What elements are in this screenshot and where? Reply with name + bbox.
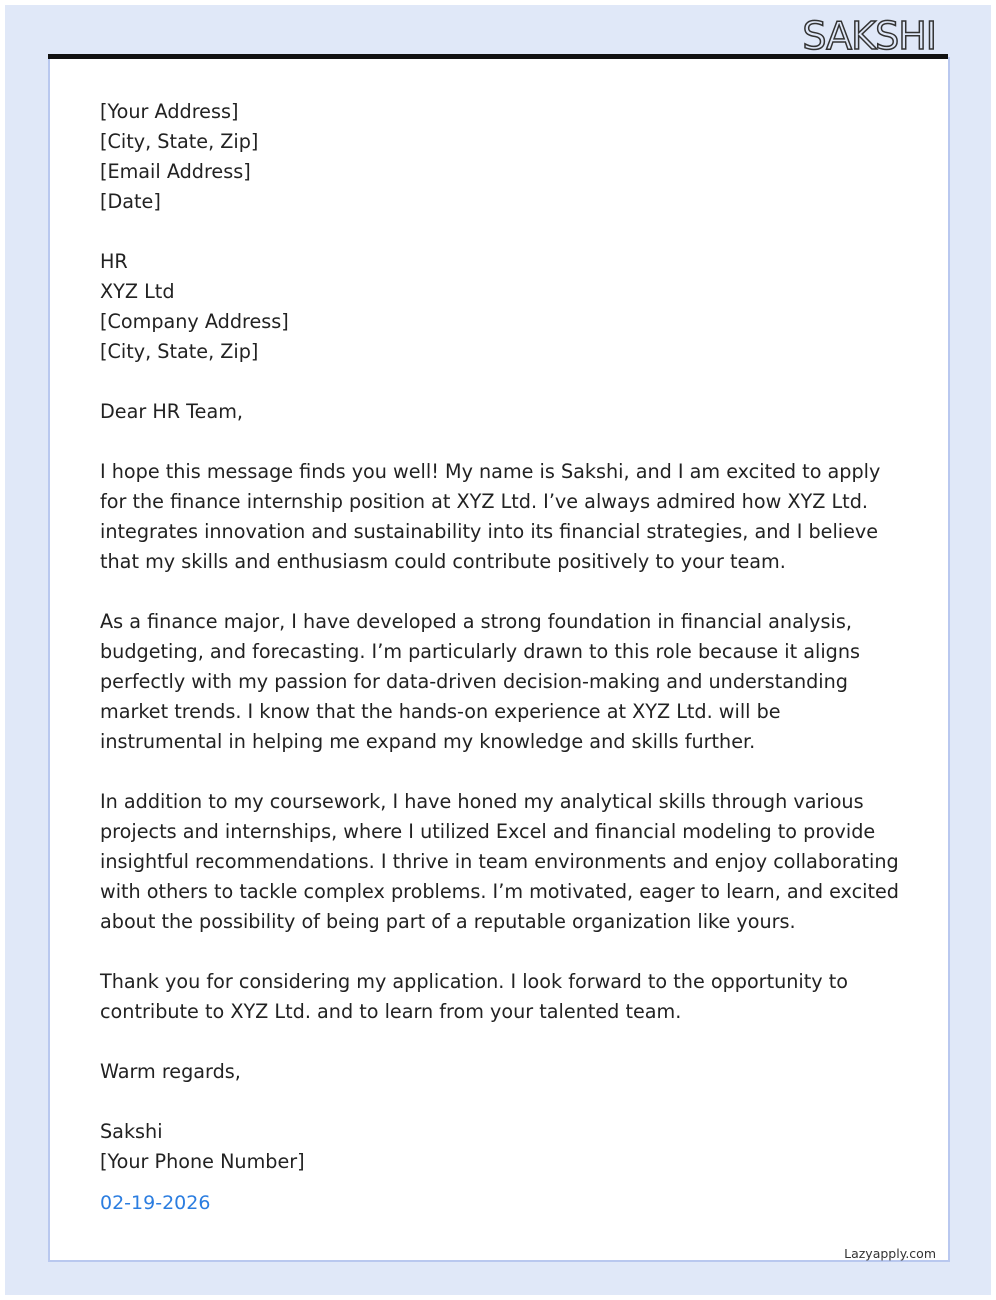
body-paragraph-1: I hope this message finds you well! My name is Sakshi, and I am excited to apply for the finance internship position at XYZ Ltd. I’ve always admired how XYZ Ltd. integrates innovation and sustainability into its financial strategies, and I believe that my skills and enthusiasm could contribute positively to your team. [100, 460, 881, 573]
sender-block [100, 97, 900, 217]
sender-email: [Email Address] [100, 160, 251, 183]
footer-site: Lazyapply.com [844, 1246, 936, 1261]
recipient-block [100, 247, 900, 367]
letter-body [100, 97, 900, 1207]
recipient-name: HR [100, 250, 128, 273]
salutation: Dear HR Team, [100, 400, 243, 423]
date-stamp: 02-19-2026 [100, 1192, 211, 1214]
closing: Warm regards, [100, 1060, 241, 1083]
body-paragraph-4: Thank you for considering my application. I look forward to the opportunity to contribute to XYZ Ltd. and to learn from your talented team. [100, 970, 848, 1023]
signature-name: Sakshi [100, 1120, 163, 1143]
recipient-address: [Company Address] [100, 310, 289, 333]
recipient-city-state-zip: [City, State, Zip] [100, 340, 259, 363]
sender-city-state-zip: [City, State, Zip] [100, 130, 259, 153]
sender-date: [Date] [100, 190, 161, 213]
brand-logo: SAKSHI [802, 14, 936, 58]
body-paragraph-3: In addition to my coursework, I have honed my analytical skills through various projects and internships, where I utilized Excel and financial modeling to provide insightful recommendations. I thrive in team environments and enjoy collaborating with others to tackle complex problems. I’m motivated, eager to learn, and excited about the possibility of being part of a reputable organization like yours. [100, 790, 899, 933]
body-paragraph-2: As a finance major, I have developed a strong foundation in financial analysis, budgeting, and forecasting. I’m particularly drawn to this role because it aligns perfectly with my passion for data-driven decision-making and understanding market trends. I know that the hands-on experience at XYZ Ltd. will be instrumental in helping me expand my knowledge and skills further. [100, 610, 861, 753]
signature-phone: [Your Phone Number] [100, 1150, 305, 1173]
recipient-company: XYZ Ltd [100, 280, 175, 303]
sender-address: [Your Address] [100, 100, 239, 123]
signature-block [100, 1117, 900, 1177]
